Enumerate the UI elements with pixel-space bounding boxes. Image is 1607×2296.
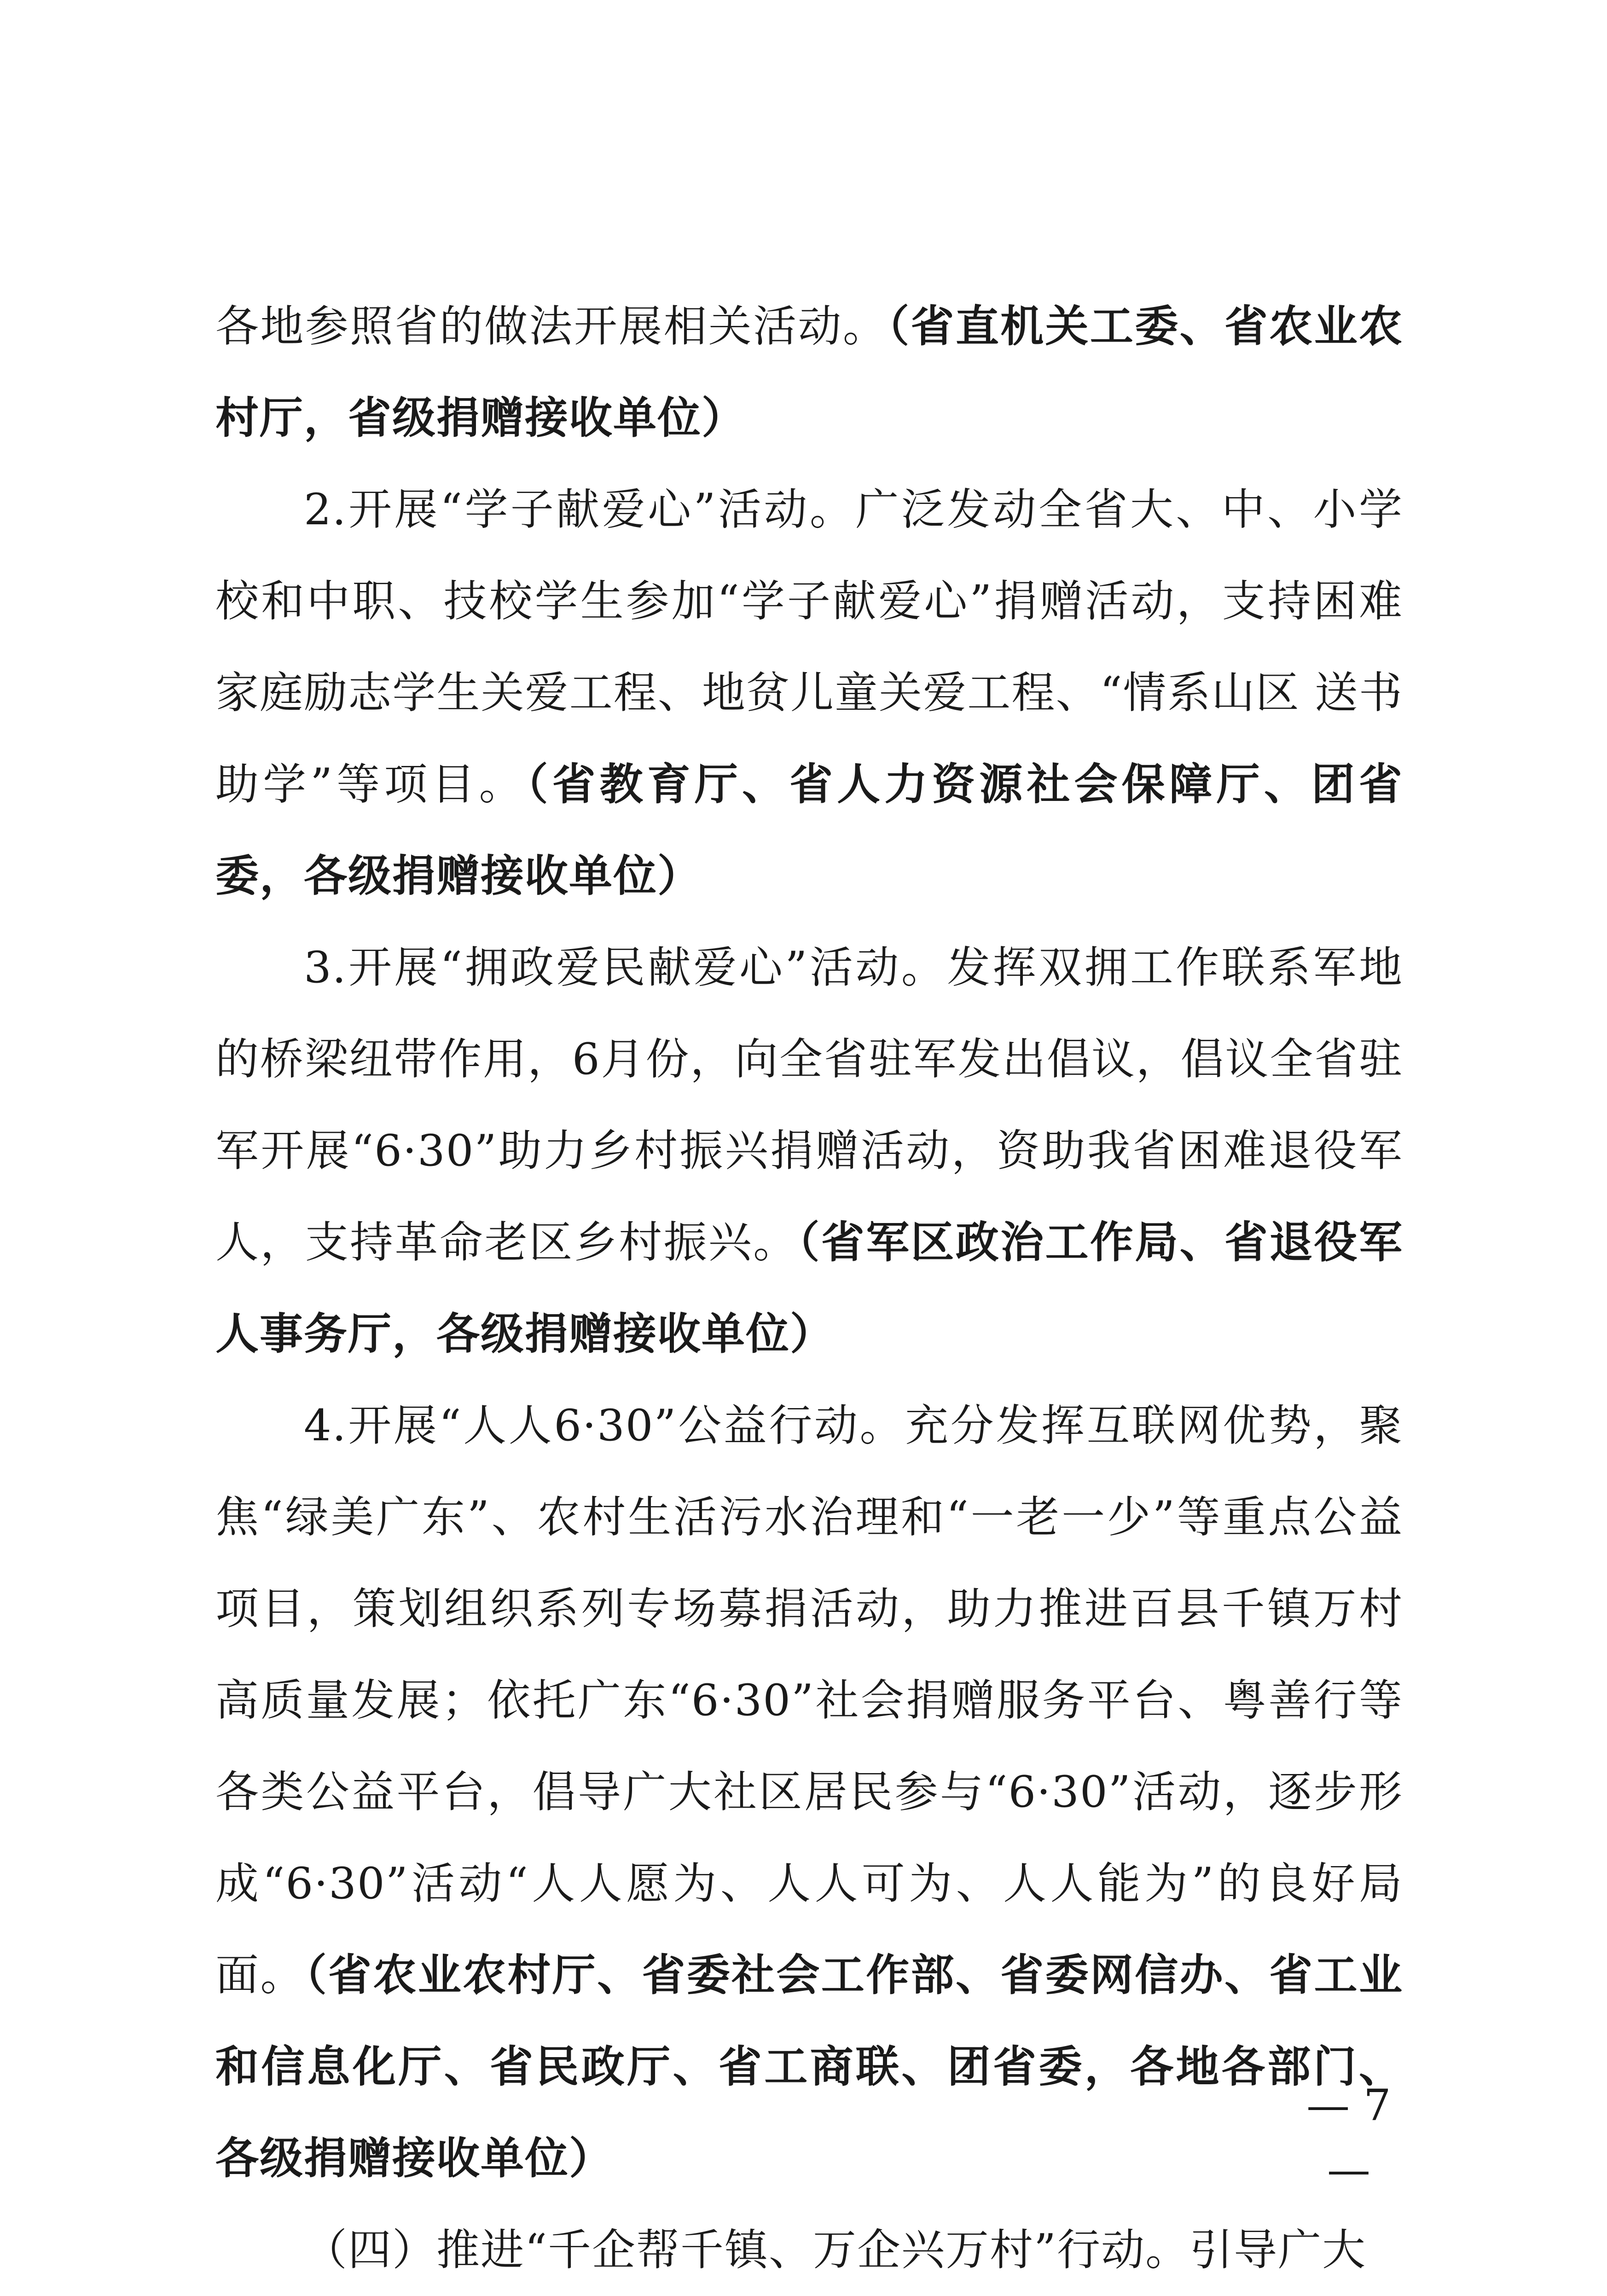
responsible-units: （省农业农村厅、省委社会工作部、省委网信办、省工业和信息化厅、省民政厅、省工商联、团省委，各地各部门、各级捐赠接收单位）	[215, 1950, 1403, 2184]
paragraph-section-4	[215, 2204, 1403, 2296]
responsible-units: （省军区政治工作局、省退役军人事务厅，各级捐赠接收单位）	[215, 1218, 1403, 1359]
paragraph-item-4	[215, 1380, 1403, 2204]
paragraph-item-2	[215, 464, 1403, 922]
page-number: — 7 —	[1306, 2081, 1391, 2195]
paragraph-text: （四）推进“千企帮千镇、万企兴万村”行动。引导广大	[304, 2225, 1367, 2275]
paragraph-text: 2.开展“学子献爱心”活动。广泛发动全省大、中、小学校和中职、技校学生参加“学子献爱心”捐赠活动，支持困难家庭励志学生关爱工程、地贫儿童关爱工程、“情系山区 送书助学”等项目。	[215, 485, 1403, 810]
responsible-units: （省直机关工委、省农业农村厅，省级捐赠接收单位）	[215, 301, 1403, 443]
paragraph-text: 3.开展“拥政爱民献爱心”活动。发挥双拥工作联系军地的桥梁纽带作用，6月份，向全省驻军发出倡议，倡议全省驻军开展“6·30”助力乡村振兴捐赠活动，资助我省困难退役军人，支持革命老区乡村振兴。	[215, 943, 1403, 1268]
paragraph-text: 4.开展“人人6·30”公益行动。充分发挥互联网优势，聚焦“绿美广东”、农村生活污水治理和“一老一少”等重点公益项目，策划组织系列专场募捐活动，助力推进百县千镇万村高质量发展；依托广东“6·30”社会捐赠服务平台、粤善行等各类公益平台，倡导广大社区居民参与“6·30”活动，逐步形成“6·30”活动“人人愿为、人人可为、人人能为”的良好局面。	[215, 1401, 1403, 2000]
responsible-units: （省教育厅、省人力资源社会保障厅、团省委，各级捐赠接收单位）	[215, 760, 1403, 901]
paragraph-continuation	[215, 281, 1403, 464]
paragraph-item-3	[215, 922, 1403, 1380]
paragraph-text: 各地参照省的做法开展相关活动。	[215, 301, 888, 352]
body-text	[215, 281, 1403, 2296]
